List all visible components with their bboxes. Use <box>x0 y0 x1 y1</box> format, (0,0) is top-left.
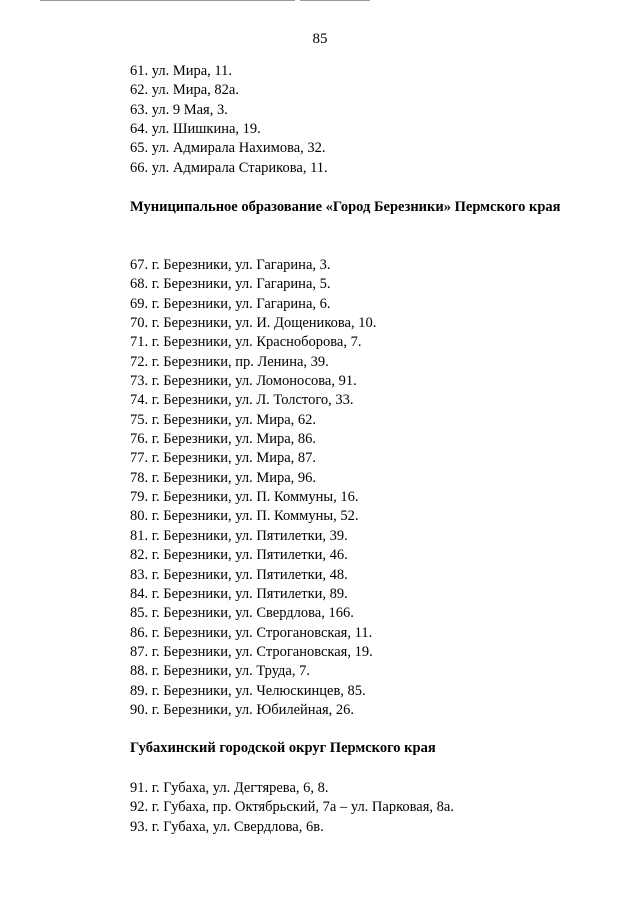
scan-edge-line-left <box>40 0 295 1</box>
list-item: 87. г. Березники, ул. Строгановская, 19. <box>130 643 373 660</box>
list-item: 71. г. Березники, ул. Красноборова, 7. <box>130 334 362 351</box>
list-item: 69. г. Березники, ул. Гагарина, 6. <box>130 295 331 312</box>
section-heading-berezniki: Муниципальное образование «Город Березники» Пермского края <box>130 199 561 215</box>
list-item: 61. ул. Мира, 11. <box>130 63 233 79</box>
list-item: 85. г. Березники, ул. Свердлова, 166. <box>130 605 354 622</box>
list-item: 73. г. Березники, ул. Ломоносова, 91. <box>130 373 357 390</box>
list-item: 62. ул. Мира, 82а. <box>130 82 239 99</box>
list-item: 81. г. Березники, ул. Пятилетки, 39. <box>130 527 348 544</box>
list-item: 79. г. Березники, ул. П. Коммуны, 16. <box>130 489 359 506</box>
list-item: 88. г. Березники, ул. Труда, 7. <box>130 663 310 680</box>
list-item: 82. г. Березники, ул. Пятилетки, 46. <box>130 547 348 564</box>
list-item: 86. г. Березники, ул. Строгановская, 11. <box>130 624 373 641</box>
list-item: 91. г. Губаха, ул. Дегтярева, 6, 8. <box>130 780 329 796</box>
list-item: 76. г. Березники, ул. Мира, 86. <box>130 431 317 448</box>
list-item: 63. ул. 9 Мая, 3. <box>130 101 228 118</box>
list-item: 92. г. Губаха, пр. Октябрьский, 7а – ул. Парковая, 8а. <box>130 799 454 816</box>
list-item: 84. г. Березники, ул. Пятилетки, 89. <box>130 585 348 602</box>
list-item: 89. г. Березники, ул. Челюскинцев, 85. <box>130 682 366 699</box>
address-list-top <box>130 62 328 178</box>
list-item: 72. г. Березники, пр. Ленина, 39. <box>130 353 329 370</box>
list-item: 93. г. Губаха, ул. Свердлова, 6в. <box>130 818 324 835</box>
address-list-berezniki <box>130 256 376 720</box>
list-item: 68. г. Березники, ул. Гагарина, 5. <box>130 276 331 293</box>
list-item: 78. г. Березники, ул. Мира, 96. <box>130 469 317 486</box>
page-number: 85 <box>312 31 328 47</box>
list-item: 80. г. Березники, ул. П. Коммуны, 52. <box>130 508 359 525</box>
list-item: 67. г. Березники, ул. Гагарина, 3. <box>130 257 331 273</box>
list-item: 75. г. Березники, ул. Мира, 62. <box>130 411 317 428</box>
list-item: 70. г. Березники, ул. И. Дощеникова, 10. <box>130 315 377 332</box>
list-item: 83. г. Березники, ул. Пятилетки, 48. <box>130 566 348 583</box>
list-item: 90. г. Березники, ул. Юбилейная, 26. <box>130 701 355 718</box>
list-item: 64. ул. Шишкина, 19. <box>130 121 261 138</box>
list-item: 74. г. Березники, ул. Л. Толстого, 33. <box>130 392 354 409</box>
list-item: 65. ул. Адмирала Нахимова, 32. <box>130 140 326 157</box>
list-item: 77. г. Березники, ул. Мира, 87. <box>130 450 317 467</box>
address-list-gubakha <box>130 779 454 837</box>
section-heading-gubakha: Губахинский городской округ Пермского края <box>130 740 436 756</box>
scan-edge-line-right <box>300 0 370 1</box>
list-item: 66. ул. Адмирала Старикова, 11. <box>130 159 328 176</box>
